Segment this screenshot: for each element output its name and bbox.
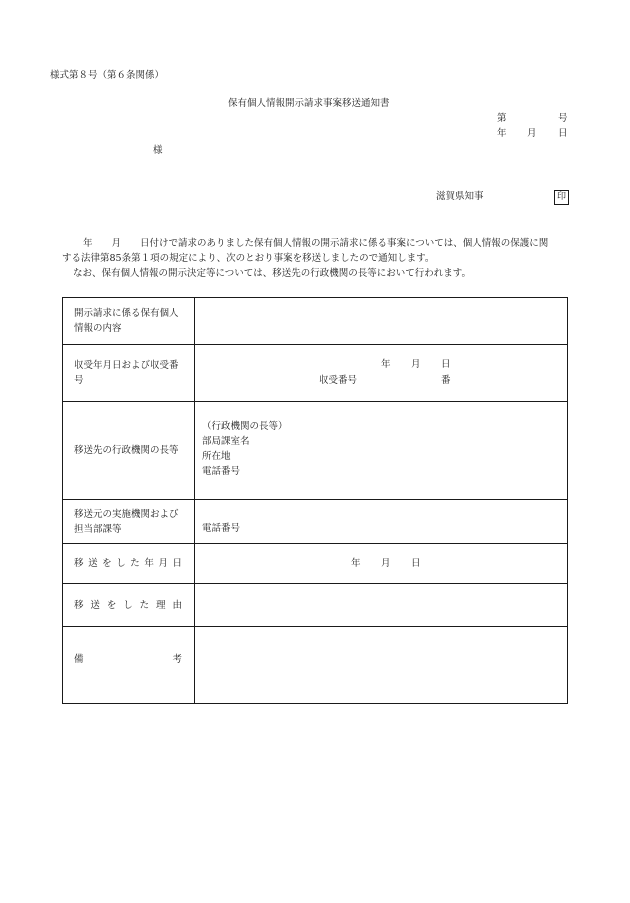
label-char: 備 (74, 653, 84, 665)
seal-box: 印 (554, 190, 569, 205)
source-phone: 電話番号 (202, 523, 241, 534)
date-month: 月 (527, 128, 537, 139)
value-transfer-reason (195, 584, 568, 627)
transfer-details-table (62, 297, 568, 704)
table-row (63, 500, 568, 544)
label-char: を (106, 599, 117, 611)
table-row (63, 627, 568, 704)
value-receipt-date-number (195, 345, 568, 402)
label-transfer-date (63, 544, 195, 584)
spread-label-remarks (74, 652, 186, 667)
label-remarks (63, 627, 195, 704)
label-char: 日 (172, 558, 182, 569)
body-line-1: 年 月 日付けで請求のありました保有個人情報の開示請求に係る事案については、個人情報の保護に関 (83, 238, 549, 249)
label-char: 送 (90, 599, 100, 611)
doc-number-prefix: 第 (497, 113, 507, 124)
receipt-year: 年 (381, 359, 391, 370)
body-line-3: なお、保有個人情報の開示決定等については、移送先の行政機関の長等において行われます。 (73, 268, 472, 279)
sender-name: 滋賀県知事 (436, 191, 484, 202)
label-char: 送 (88, 558, 98, 569)
doc-number-suffix: 号 (558, 113, 568, 124)
table-row (63, 584, 568, 627)
body-line-2: する法律第85条第１項の規定により、次のとおり事案を移送しましたので通知します。 (62, 253, 435, 264)
destination-agency-head: （行政機関の長等） (202, 421, 288, 432)
date-day: 日 (558, 128, 568, 139)
destination-address: 所在地 (202, 451, 231, 462)
receipt-number-suffix: 番 (441, 375, 451, 386)
form-number: 様式第８号（第６条関係） (50, 70, 165, 81)
value-destination-agency (195, 402, 568, 500)
table-row (63, 402, 568, 500)
label-char: 移 (74, 599, 84, 611)
value-transfer-date (195, 544, 568, 584)
label-receipt-date-number: 収受年月日および収受番号 (63, 345, 195, 402)
transfer-day: 日 (411, 558, 421, 569)
transfer-month: 月 (381, 558, 391, 569)
destination-department: 部局課室名 (202, 436, 250, 447)
document-title: 保有個人情報開示請求事案移送通知書 (228, 98, 390, 109)
label-char: た (130, 558, 140, 569)
label-char: 月 (158, 558, 168, 569)
label-source-agency: 移送元の実施機関および担当部課等 (63, 500, 195, 544)
label-char: し (123, 599, 133, 611)
label-transfer-reason (63, 584, 195, 627)
value-source-agency (195, 500, 568, 544)
label-request-content: 開示請求に係る保有個人情報の内容 (63, 298, 195, 345)
label-char: 理 (156, 599, 166, 611)
label-char: を (102, 558, 112, 569)
table-row (63, 544, 568, 584)
spread-label-transfer-reason (74, 598, 186, 613)
label-char: 考 (172, 653, 182, 665)
value-request-content (195, 298, 568, 345)
label-char: た (139, 599, 150, 611)
table-row (63, 298, 568, 345)
receipt-day: 日 (441, 359, 451, 370)
transfer-year: 年 (351, 558, 361, 569)
receipt-number-label: 収受番号 (319, 375, 358, 386)
body-paragraph (62, 236, 572, 281)
label-char: 年 (144, 558, 154, 569)
value-remarks (195, 627, 568, 704)
date-year: 年 (497, 128, 507, 139)
label-char: 移 (74, 558, 84, 569)
spread-label-transfer-date (74, 556, 186, 571)
addressee-suffix: 様 (153, 145, 163, 156)
destination-phone: 電話番号 (202, 466, 241, 477)
table-row (63, 345, 568, 402)
label-char: 由 (172, 599, 182, 611)
receipt-month: 月 (411, 359, 421, 370)
label-destination-agency: 移送先の行政機関の長等 (63, 402, 195, 500)
label-char: し (116, 558, 126, 569)
